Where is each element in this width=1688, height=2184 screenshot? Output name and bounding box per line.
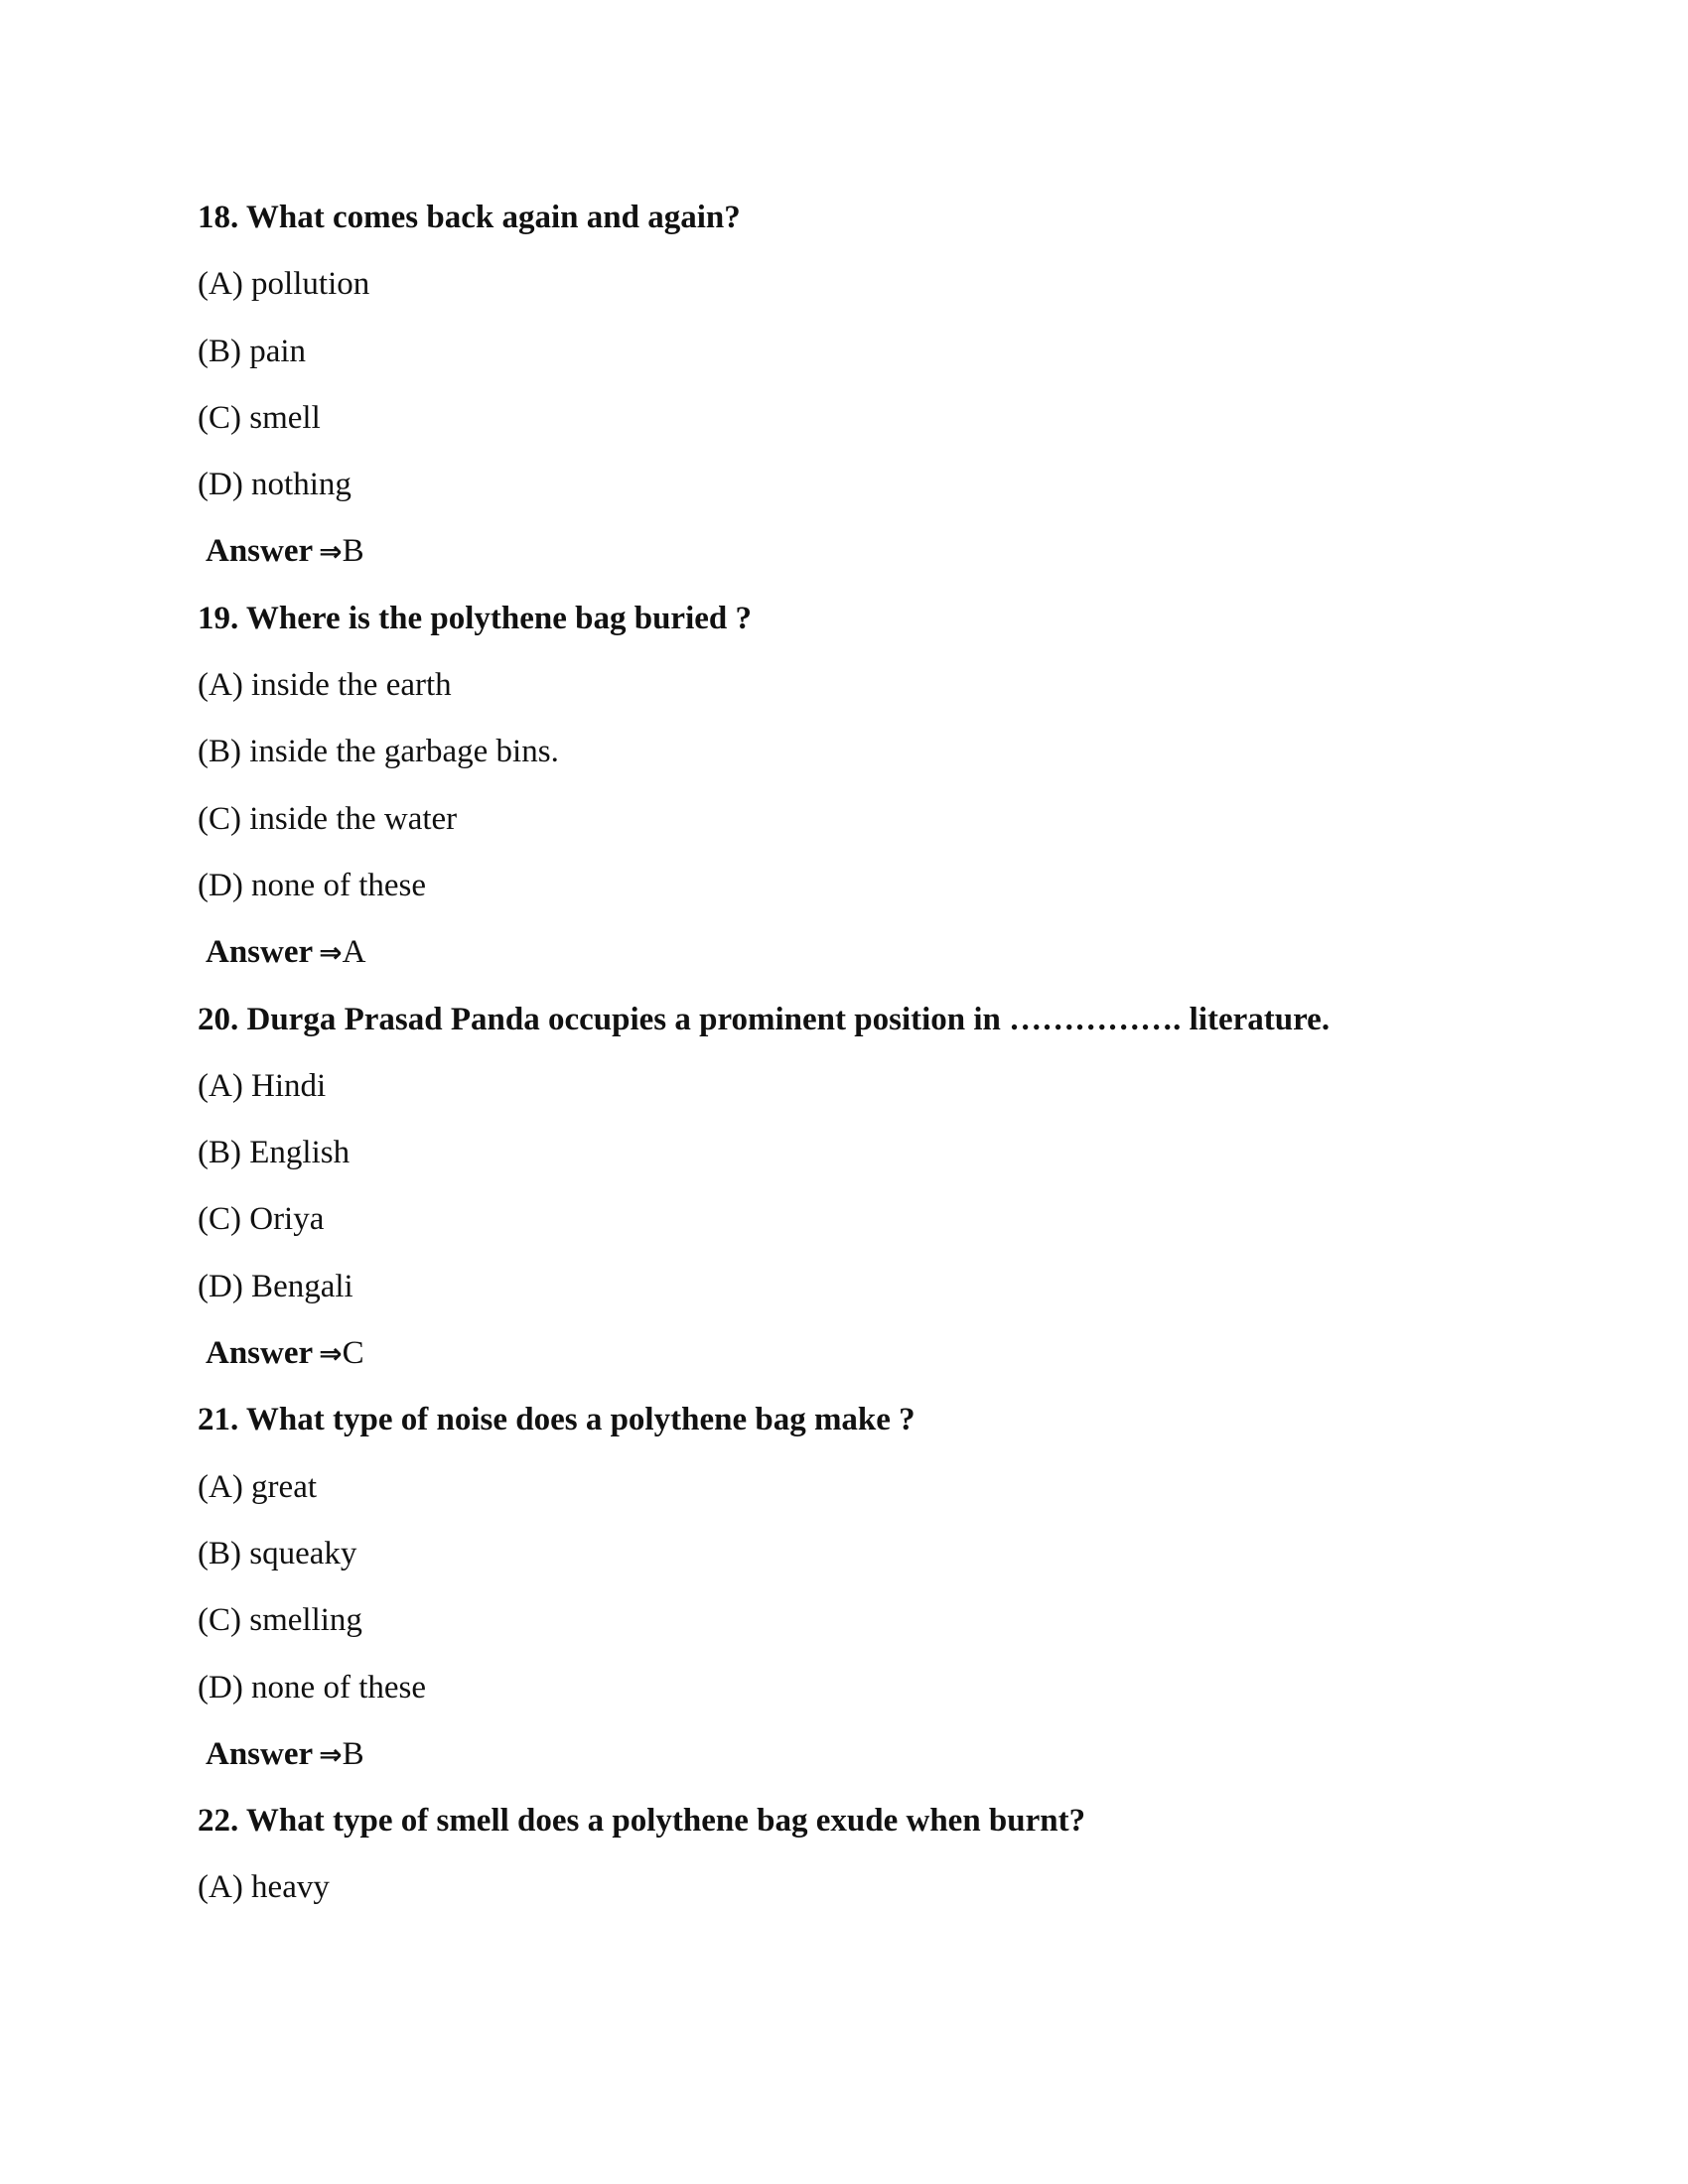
option: (B) pain xyxy=(198,333,307,369)
question-text: 22. What type of smell does a polythene bag exude when burnt? xyxy=(198,1803,1086,1840)
option: (A) Hindi xyxy=(198,1067,327,1104)
question-block xyxy=(198,586,1589,987)
option: (A) heavy xyxy=(198,1869,330,1906)
question-block xyxy=(198,1387,1589,1788)
answer-label: Answer xyxy=(206,1735,314,1772)
option: (D) Bengali xyxy=(198,1268,353,1304)
option: (C) smell xyxy=(198,399,321,436)
option: (A) great xyxy=(198,1468,318,1505)
question-text: 18. What comes back again and again? xyxy=(198,200,741,235)
answer-value: C xyxy=(342,1335,364,1372)
answer-value: B xyxy=(342,1735,364,1772)
option: (D) none of these xyxy=(198,867,427,903)
answer-value: B xyxy=(342,533,364,570)
option: (D) none of these xyxy=(198,1669,427,1706)
option: (A) inside the earth xyxy=(198,667,452,704)
answer-label: Answer xyxy=(206,1335,314,1372)
question-block xyxy=(198,987,1589,1388)
answer-label: Answer xyxy=(206,934,314,971)
answer-line xyxy=(198,919,1589,986)
question-text: 20. Durga Prasad Panda occupies a prominent position in ……………. literature. xyxy=(198,1001,1331,1037)
answer-arrow-icon: ⇒ xyxy=(319,1337,343,1371)
answer-arrow-icon: ⇒ xyxy=(319,535,343,569)
option: (A) pollution xyxy=(198,266,370,303)
question-text: 21. What type of noise does a polythene bag make ? xyxy=(198,1402,915,1438)
answer-value: A xyxy=(342,934,366,971)
option: (D) nothing xyxy=(198,467,352,503)
answer-line xyxy=(198,1320,1589,1387)
option: (C) inside the water xyxy=(198,800,458,837)
option: (C) smelling xyxy=(198,1602,362,1639)
option: (B) squeaky xyxy=(198,1535,357,1571)
option: (B) English xyxy=(198,1135,351,1171)
question-block xyxy=(198,1788,1589,1922)
question-text: 19. Where is the polythene bag buried ? xyxy=(198,600,752,636)
question-list xyxy=(198,185,1589,1922)
answer-arrow-icon: ⇒ xyxy=(319,1737,343,1771)
answer-label: Answer xyxy=(206,533,314,570)
question-block xyxy=(198,185,1589,586)
answer-arrow-icon: ⇒ xyxy=(319,936,343,970)
answer-line xyxy=(198,518,1589,585)
option: (B) inside the garbage bins. xyxy=(198,734,559,770)
answer-line xyxy=(198,1721,1589,1788)
option: (C) Oriya xyxy=(198,1201,325,1238)
